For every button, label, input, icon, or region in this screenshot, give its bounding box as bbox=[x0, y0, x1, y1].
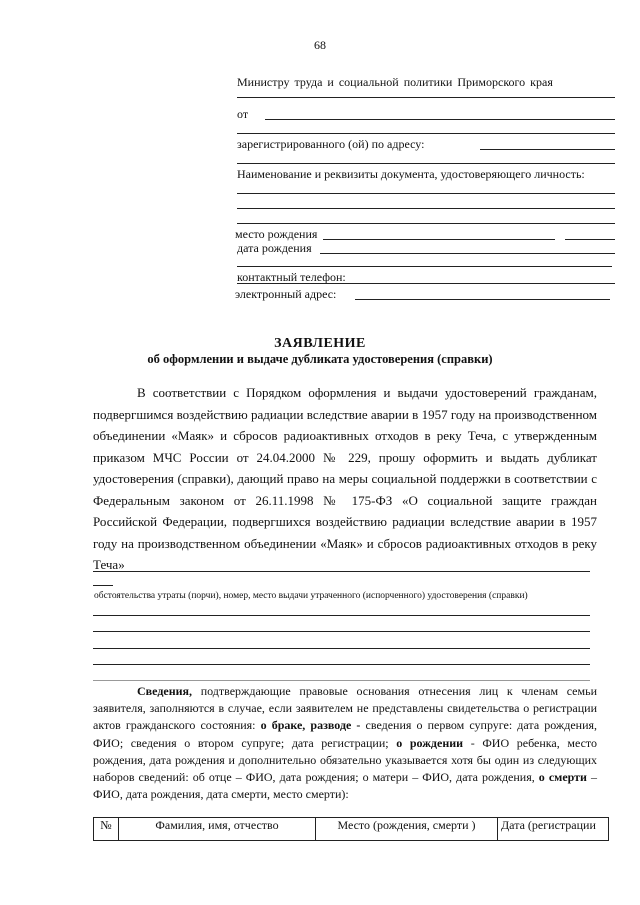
col-full-name: Фамилия, имя, отчество bbox=[119, 818, 316, 841]
page-number: 68 bbox=[314, 38, 326, 52]
email-line[interactable] bbox=[355, 299, 610, 300]
info-birth: о рождении bbox=[396, 735, 464, 750]
col-place: Место (рождения, смерти ) bbox=[316, 818, 498, 841]
addressee-line bbox=[237, 97, 615, 98]
registered-line[interactable] bbox=[480, 149, 615, 150]
document-subtitle: об оформлении и выдаче дубликата удостоверения (справки) bbox=[147, 352, 493, 366]
email-label: электронный адрес: bbox=[235, 287, 337, 301]
phone-label: контактный телефон: bbox=[237, 270, 346, 284]
loss-line-2[interactable] bbox=[93, 615, 590, 616]
registered-label: зарегистрированного (ой) по адресу: bbox=[237, 137, 425, 151]
birth-place-line-2[interactable] bbox=[565, 239, 615, 240]
application-text: В соответствии с Порядком оформления и выдачи удостоверений гражданам, подвергшимся воздействию радиации вследствие аварии в 1957 году на производственном объединении «Маяк» и сбросов радиоактивных отходов в реку Теча, с утвержденным приказом МЧС России от 24.04.2000 № 229, прошу оформить и выдать дубликат удостоверения (справки), дающий право на меры социальной поддержки в соответствии с Федеральным законом от 26.11.1998 № 175-ФЗ «О социальной защите граждан Российской Федерации, подвергшихся воздействию радиации вследствие аварии в 1957 году на производственном объединении «Маяк» и сбросов радиоактивных отходов в реку Теча» bbox=[93, 385, 597, 572]
birth-date-line[interactable] bbox=[320, 253, 615, 254]
id-document-label: Наименование и реквизиты документа, удостоверяющего личность: bbox=[237, 167, 585, 181]
table-header-row bbox=[94, 818, 609, 841]
loss-line-3[interactable] bbox=[93, 631, 590, 632]
info-marriage: о браке, разводе - bbox=[260, 718, 361, 733]
family-table bbox=[93, 817, 609, 841]
id-document-line-3[interactable] bbox=[237, 223, 615, 224]
addressee: Министру труда и социальной политики Приморского края bbox=[237, 75, 553, 89]
from-line[interactable] bbox=[265, 119, 615, 120]
info-lead: Сведения, bbox=[137, 684, 193, 698]
document-title: ЗАЯВЛЕНИЕ bbox=[274, 336, 366, 351]
birth-date-line-2[interactable] bbox=[237, 266, 612, 267]
family-info-text: Сведения, подтверждающие правовые основания отнесения лиц к членам семьи заявителя, заполняются в случае, если заявителем не представлены свидетельства о регистрации актов гражданского состояния: о браке, разводе - сведения о первом супруге: дата рождения, ФИО; сведения о втором супруге; дата регистрации; о рождении - ФИО ребенка, место рождения, дата рождения и дополнительно обязательно указывается хотя бы один из следующих наборов сведений: об отце – ФИО, дата рождения; о матери – ФИО, дата рождения, о смерти – ФИО, дата рождения, дата смерти, место смерти): bbox=[93, 684, 598, 802]
from-label: от bbox=[237, 107, 249, 121]
id-document-line-2[interactable] bbox=[237, 208, 615, 209]
loss-line-1b[interactable] bbox=[93, 585, 113, 586]
birth-date-label: дата рождения bbox=[237, 241, 312, 255]
separator-line bbox=[93, 680, 590, 681]
birth-place-label: место рождения bbox=[235, 227, 318, 241]
loss-line-1[interactable] bbox=[93, 571, 590, 572]
registered-line-2[interactable] bbox=[237, 163, 615, 164]
col-date: Дата (регистрации bbox=[498, 818, 609, 841]
phone-line[interactable] bbox=[237, 283, 615, 284]
from-line-2[interactable] bbox=[237, 133, 615, 134]
id-document-line-1[interactable] bbox=[237, 193, 615, 194]
loss-line-4[interactable] bbox=[93, 648, 590, 649]
col-number: № bbox=[94, 818, 119, 841]
loss-caption: обстоятельства утраты (порчи), номер, место выдачи утраченного (испорченного) удостоверения (справки) bbox=[94, 591, 528, 601]
loss-line-5[interactable] bbox=[93, 664, 590, 665]
birth-place-line[interactable] bbox=[323, 239, 555, 240]
info-death: о смерти bbox=[538, 770, 587, 785]
